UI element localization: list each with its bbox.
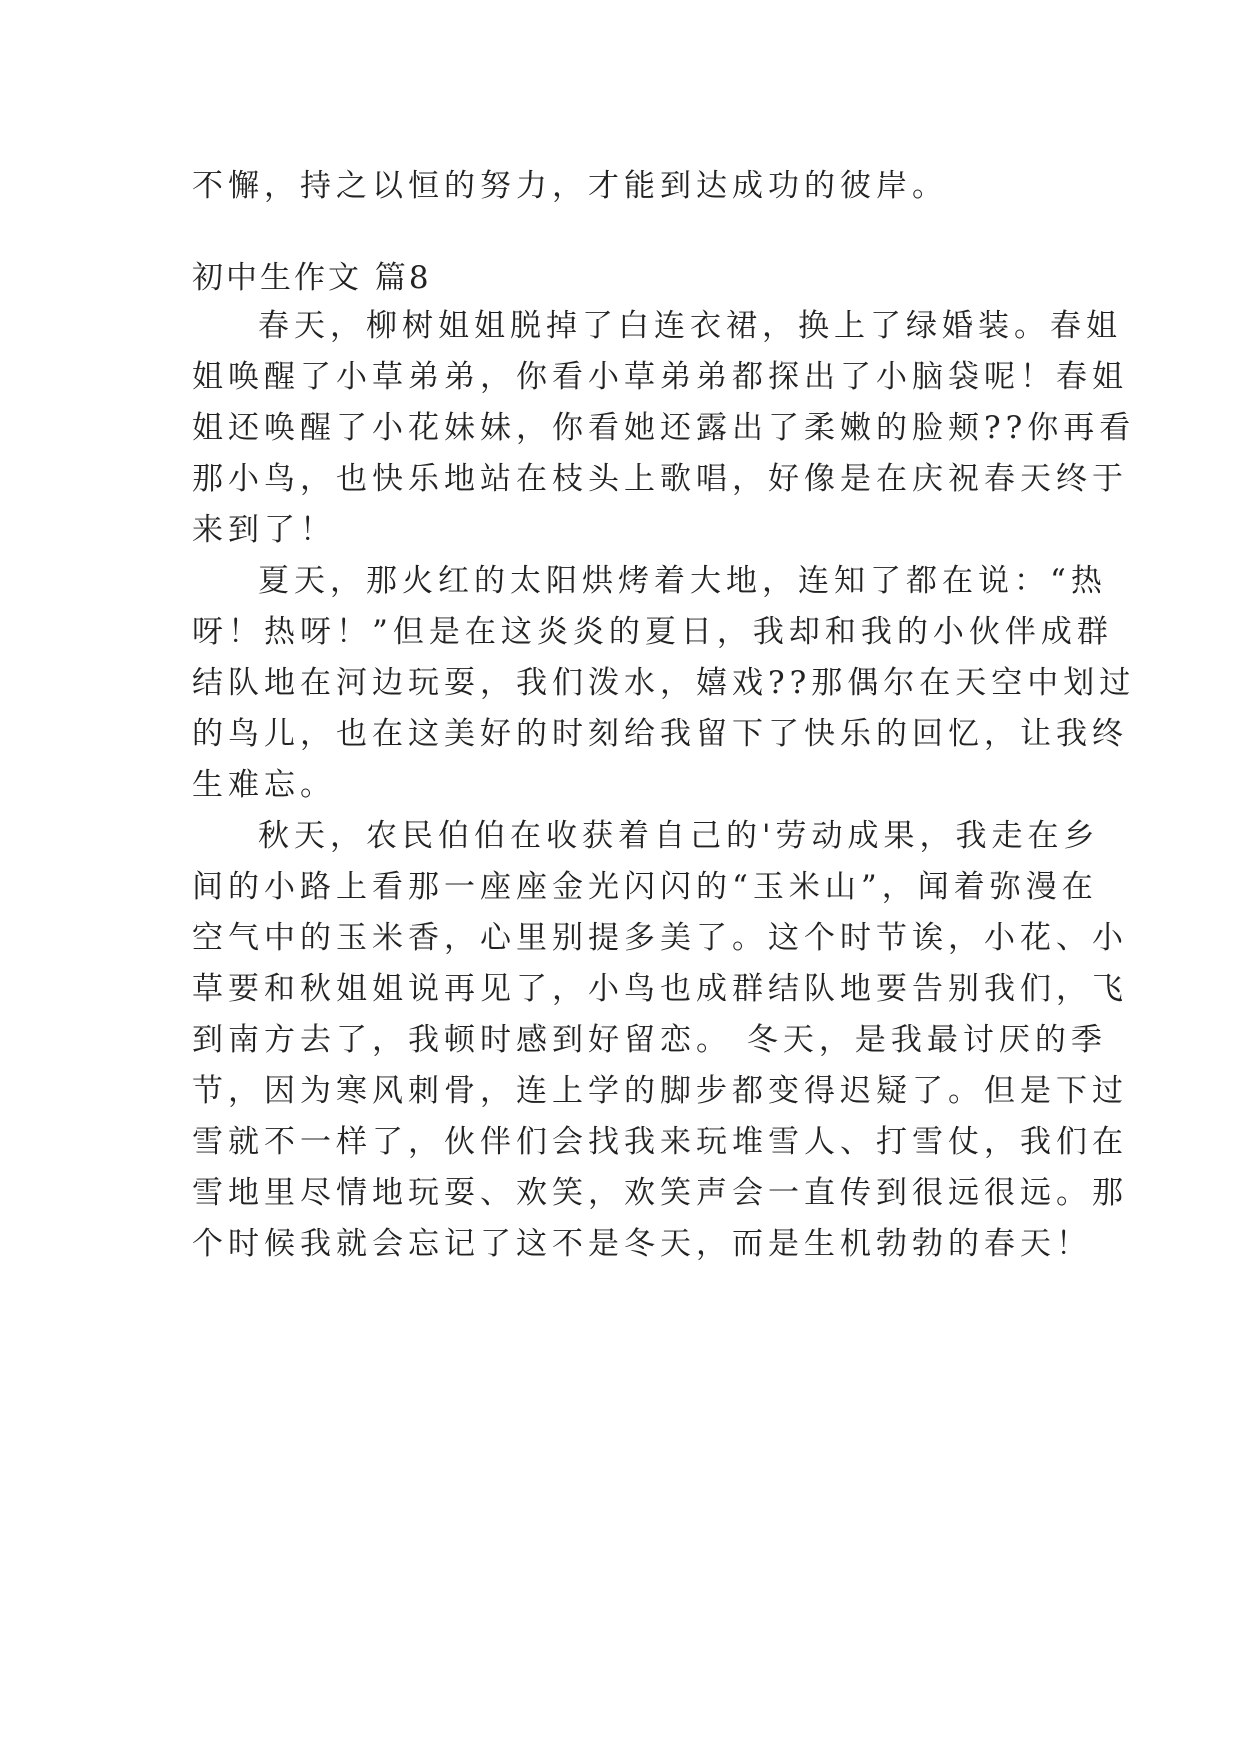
paragraph-3-line-7: 雪就不一样了，伙伴们会找我来玩堆雪人、打雪仗，我们在 (192, 1124, 1128, 1160)
intro-tail-line: 不懈，持之以恒的努力，才能到达成功的彼岸。 (192, 168, 948, 204)
paragraph-2-line-4: 的鸟儿，也在这美好的时刻给我留下了快乐的回忆，让我终 (192, 716, 1128, 752)
paragraph-1-line-3: 姐还唤醒了小花妹妹，你看她还露出了柔嫩的脸颊??你再看 (192, 410, 1136, 446)
section-heading: 初中生作文 篇8 (192, 260, 432, 296)
paragraph-1-line-5: 来到了！ (192, 512, 336, 548)
paragraph-1-line-2: 姐唤醒了小草弟弟，你看小草弟弟都探出了小脑袋呢！春姐 (192, 359, 1128, 395)
paragraph-1-line-1: 春天，柳树姐姐脱掉了白连衣裙，换上了绿婚装。春姐 (258, 308, 1122, 344)
paragraph-1-line-4: 那小鸟，也快乐地站在枝头上歌唱，好像是在庆祝春天终于 (192, 461, 1128, 497)
paragraph-3-line-4: 草要和秋姐姐说再见了，小鸟也成群结队地要告别我们，飞 (192, 971, 1128, 1007)
paragraph-3-line-2: 间的小路上看那一座座金光闪闪的“玉米山”，闻着弥漫在 (192, 869, 1098, 905)
paragraph-2-line-1: 夏天，那火红的太阳烘烤着大地，连知了都在说：“热 (258, 563, 1107, 599)
paragraph-3-line-3: 空气中的玉米香，心里别提多美了。这个时节诶，小花、小 (192, 920, 1128, 956)
paragraph-3-line-1: 秋天，农民伯伯在收获着自己的'劳动成果，我走在乡 (258, 818, 1100, 854)
paragraph-3-line-9: 个时候我就会忘记了这不是冬天，而是生机勃勃的春天！ (192, 1226, 1092, 1262)
paragraph-3-line-5: 到南方去了，我顿时感到好留恋。 冬天，是我最讨厌的季 (192, 1022, 1107, 1058)
paragraph-3-line-8: 雪地里尽情地玩耍、欢笑，欢笑声会一直传到很远很远。那 (192, 1175, 1128, 1211)
paragraph-2-line-3: 结队地在河边玩耍，我们泼水，嬉戏??那偶尔在天空中划过 (192, 665, 1136, 701)
paragraph-3-line-6: 节，因为寒风刺骨，连上学的脚步都变得迟疑了。但是下过 (192, 1073, 1128, 1109)
paragraph-2-line-5: 生难忘。 (192, 767, 336, 803)
paragraph-2-line-2: 呀！热呀！”但是在这炎炎的夏日，我却和我的小伙伴成群 (192, 614, 1113, 650)
